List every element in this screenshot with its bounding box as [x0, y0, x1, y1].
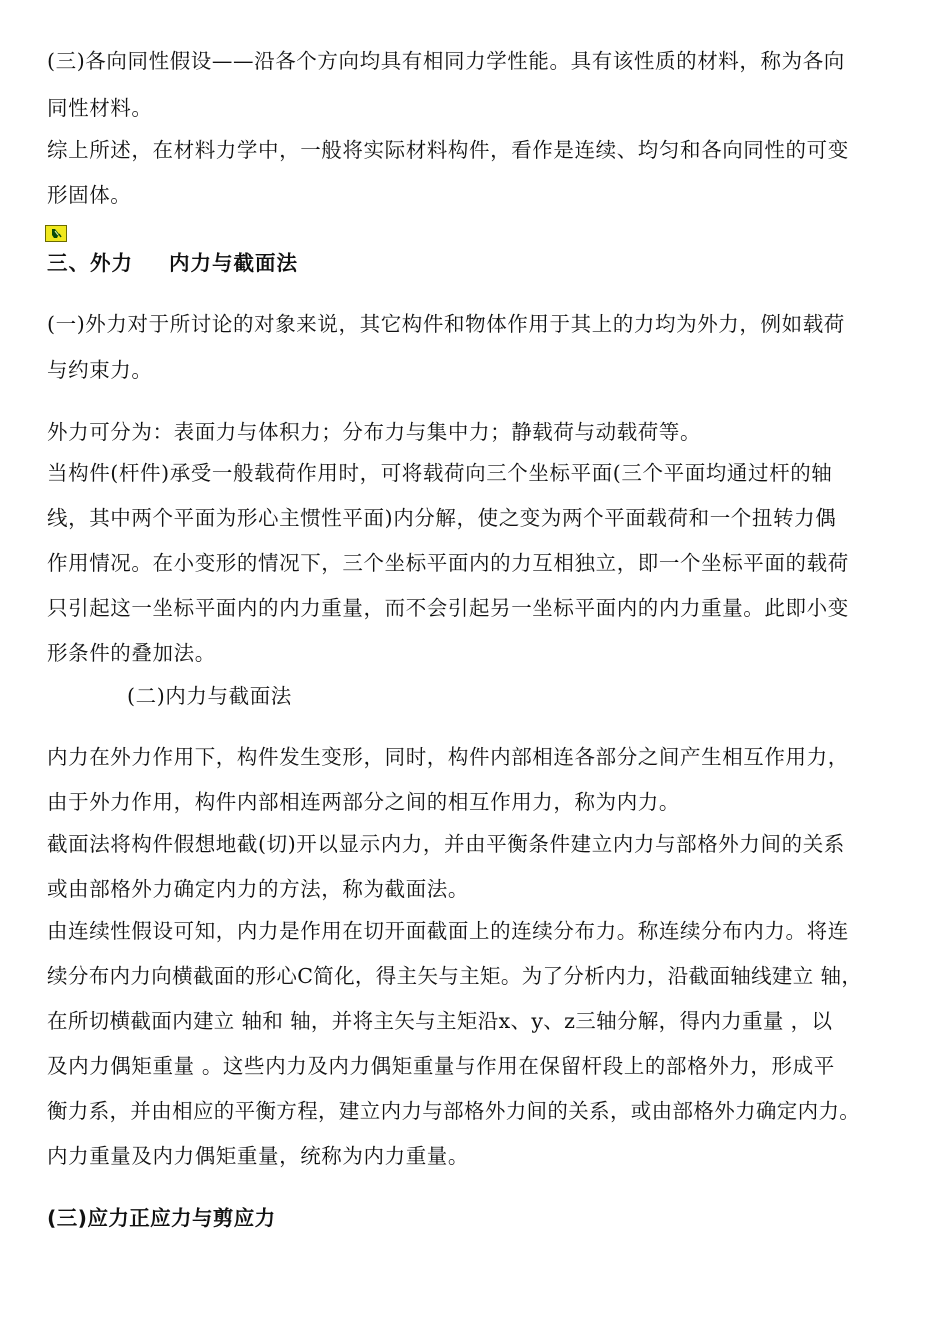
paragraph-force-classification: 外力可分为：表面力与体积力；分布力与集中力；静载荷与动载荷等。	[47, 420, 702, 444]
paragraph-section-method-line-2: 或由部格外力确定内力的方法，称为截面法。	[47, 877, 469, 901]
paragraph-superposition-line-5: 形条件的叠加法。	[47, 641, 216, 665]
heading-external-force: 三、外力	[47, 251, 133, 275]
paragraph-components-line-1: 由连续性假设可知，内力是作用在切开面截面上的连续分布力。称连续分布内力。将连	[47, 919, 849, 943]
paragraph-summary-line-2: 形固体。	[47, 183, 132, 207]
paragraph-components-line-2: 续分布内力向横截面的形心C简化，得主矢与主矩。为了分析内力，沿截面轴线建立 轴，	[47, 964, 863, 988]
paragraph-superposition-line-1: 当构件(杆件)承受一般载荷作用时，可将载荷向三个坐标平面(三个平面均通过杆的轴	[47, 461, 833, 485]
heading-internal-force-section-method: 内力与截面法	[169, 251, 298, 275]
subsection-title-internal-force: (二)内力与截面法	[127, 684, 292, 708]
section-heading	[47, 248, 298, 278]
paragraph-summary-line-1: 综上所述，在材料力学中，一般将实际材料构件，看作是连续、均匀和各向同性的可变	[47, 138, 849, 162]
paragraph-components-line-6: 内力重量及内力偶矩重量，统称为内力重量。	[47, 1144, 469, 1168]
paragraph-internal-force-line-2: 由于外力作用，构件内部相连两部分之间的相互作用力，称为内力。	[47, 790, 680, 814]
paragraph-section-method-line-1: 截面法将构件假想地截(切)开以显示内力，并由平衡条件建立内力与部格外力间的关系	[47, 832, 845, 856]
paragraph-isotropy-line-1: (三)各向同性假设——沿各个方向均具有相同力学性能。具有该性质的材料，称为各向	[47, 49, 845, 73]
paragraph-superposition-line-3: 作用情况。在小变形的情况下，三个坐标平面内的力互相独立，即一个坐标平面的载荷	[47, 551, 849, 575]
paragraph-external-force-line-1: (一)外力对于所讨论的对象来说，其它构件和物体作用于其上的力均为外力，例如载荷	[47, 312, 845, 336]
paragraph-components-line-4: 及内力偶矩重量 。这些内力及内力偶矩重量与作用在保留杆段上的部格外力，形成平	[47, 1054, 835, 1078]
pencil-note-icon[interactable]	[45, 225, 67, 242]
paragraph-external-force-line-2: 与约束力。	[47, 358, 153, 382]
subsection-title-stress: (三)应力正应力与剪应力	[47, 1206, 276, 1230]
paragraph-components-line-3: 在所切横截面内建立 轴和 轴，并将主矢与主矩沿x、y、z三轴分解，得内力重量 ，以	[47, 1009, 833, 1033]
paragraph-superposition-line-4: 只引起这一坐标平面内的内力重量，而不会引起另一坐标平面内的内力重量。此即小变	[47, 596, 849, 620]
paragraph-isotropy-line-2: 同性材料。	[47, 96, 153, 120]
paragraph-components-line-5: 衡力系，并由相应的平衡方程，建立内力与部格外力间的关系，或由部格外力确定内力。	[47, 1099, 861, 1123]
paragraph-superposition-line-2: 线，其中两个平面为形心主惯性平面)内分解，使之变为两个平面载荷和一个扭转力偶	[47, 506, 837, 530]
paragraph-internal-force-line-1: 内力在外力作用下，构件发生变形，同时，构件内部相连各部分之间产生相互作用力，	[47, 745, 849, 769]
